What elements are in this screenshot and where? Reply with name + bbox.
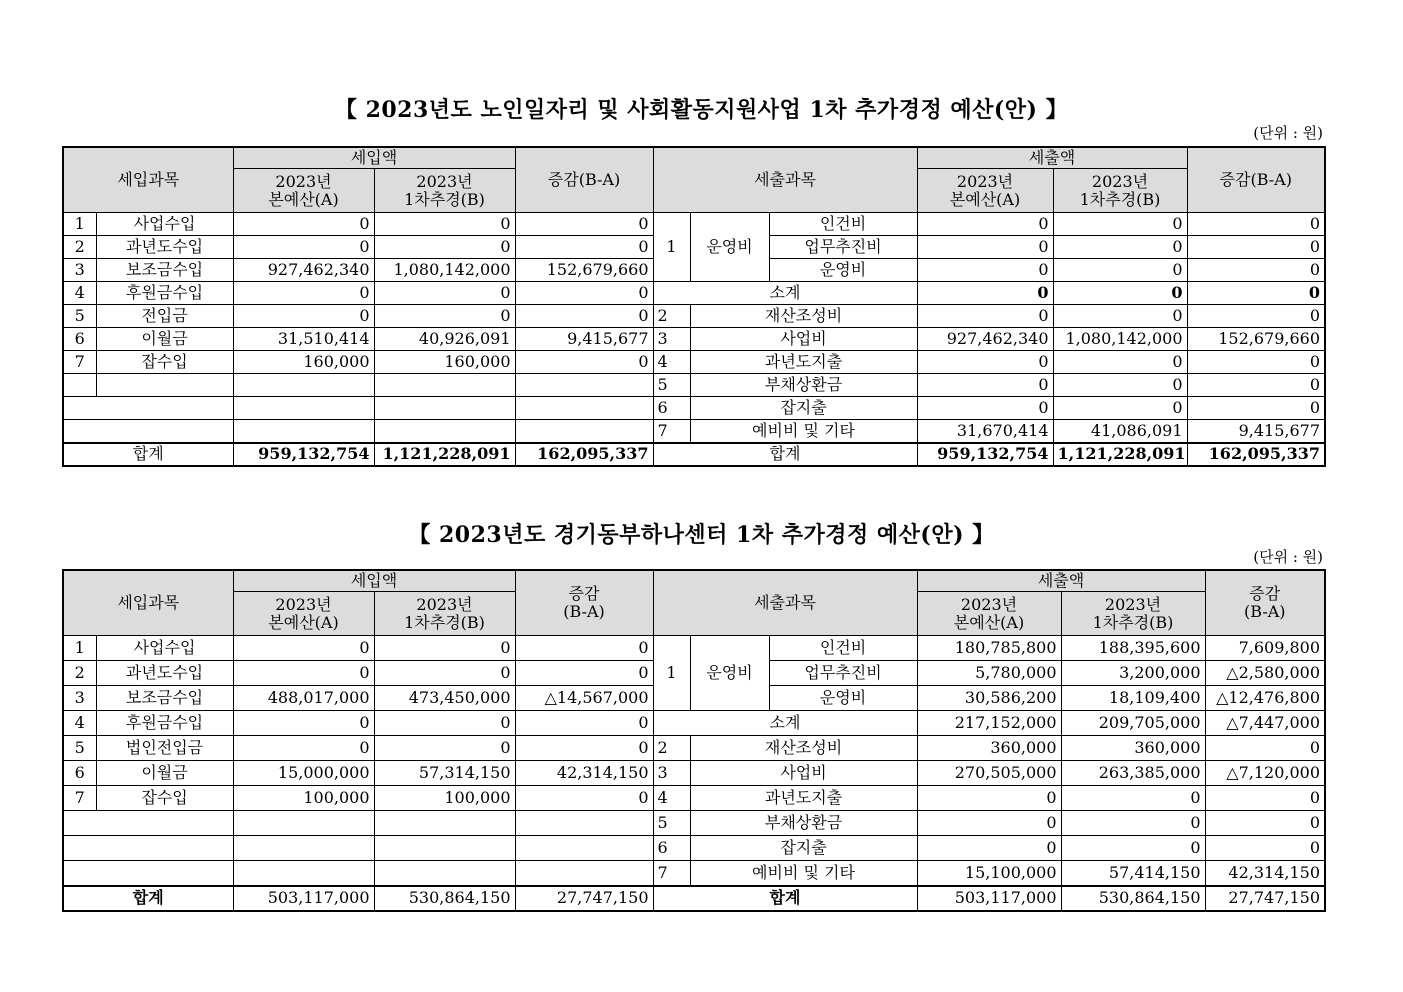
income-a: 0: [233, 636, 374, 661]
income-b: 0: [374, 236, 515, 259]
expense-b: 0: [1053, 397, 1187, 420]
expense-a: 30,586,200: [917, 686, 1061, 711]
total-b: 530,864,150: [374, 886, 515, 911]
expense-d: 0: [1205, 736, 1325, 761]
empty-cell: [233, 374, 374, 397]
income-name: 잡수입: [96, 786, 233, 811]
table-row: [63, 861, 1325, 886]
expense-a: 0: [917, 213, 1053, 236]
income-no: 4: [63, 711, 96, 736]
income-d: 0: [515, 786, 653, 811]
income-name: 보조금수입: [96, 259, 233, 282]
expense-group-name: 운영비: [690, 636, 769, 711]
table2-title: 【 2023년도 경기동부하나센터 1차 추가경정 예산(안) 】: [408, 522, 995, 548]
table-row: [63, 374, 1325, 397]
income-a: 160,000: [233, 351, 374, 374]
table-row: [63, 761, 1325, 786]
total-a: 959,132,754: [233, 443, 374, 466]
empty-cell: [515, 836, 653, 861]
table-row: [63, 786, 1325, 811]
income-a: 0: [233, 213, 374, 236]
income-b: 160,000: [374, 351, 515, 374]
income-b: 0: [374, 213, 515, 236]
expense-name: 과년도지출: [690, 786, 917, 811]
expense-a: 927,462,340: [917, 328, 1053, 351]
expense-name: 예비비 및 기타: [690, 420, 917, 443]
income-no: 6: [63, 761, 96, 786]
income-b: 1,080,142,000: [374, 259, 515, 282]
empty-cell: [96, 374, 233, 397]
expense-name: 잡지출: [690, 836, 917, 861]
expense-d: 7,609,800: [1205, 636, 1325, 661]
empty-cell: [515, 397, 653, 420]
budget-table-1: [62, 146, 1326, 467]
income-name: 사업수입: [96, 636, 233, 661]
income-a: 100,000: [233, 786, 374, 811]
empty-cell: [374, 836, 515, 861]
income-a: 31,510,414: [233, 328, 374, 351]
expense-group-no: 1: [653, 636, 690, 711]
income-name: 이월금: [96, 328, 233, 351]
income-name: 과년도수입: [96, 236, 233, 259]
expense-b: 3,200,000: [1061, 661, 1205, 686]
expense-a: 0: [917, 305, 1053, 328]
empty-cell: [374, 420, 515, 443]
subtotal-a: 217,152,000: [917, 711, 1061, 736]
income-a: 927,462,340: [233, 259, 374, 282]
expense-b: 0: [1053, 351, 1187, 374]
total-d: 162,095,337: [515, 443, 653, 466]
income-no: 3: [63, 686, 96, 711]
income-no: 6: [63, 328, 96, 351]
income-subject-header: 세입과목: [63, 147, 233, 213]
total-b: 1,121,228,091: [374, 443, 515, 466]
expense-a: 0: [917, 397, 1053, 420]
income-name: 전입금: [96, 305, 233, 328]
empty-cell: [515, 811, 653, 836]
expense-no: 2: [653, 305, 690, 328]
expense-a: 0: [917, 836, 1061, 861]
table2-unit: (단위 : 원): [1253, 548, 1323, 566]
income-amount-header: 세입액: [233, 147, 515, 169]
income-name: 보조금수입: [96, 686, 233, 711]
expense-sub-name: 인건비: [769, 636, 917, 661]
total-a-expense: 503,117,000: [917, 886, 1061, 911]
expense-b: 0: [1061, 786, 1205, 811]
empty-cell: [63, 374, 96, 397]
total-label-expense: 합계: [653, 443, 917, 466]
income-b: 473,450,000: [374, 686, 515, 711]
income-b: 0: [374, 661, 515, 686]
table-row: [63, 420, 1325, 443]
total-d-expense: 27,747,150: [1205, 886, 1325, 911]
income-no: 1: [63, 636, 96, 661]
expense-name: 과년도지출: [690, 351, 917, 374]
income-col-a-header: 2023년 본예산(A): [233, 169, 374, 213]
expense-sub-name: 업무추진비: [769, 661, 917, 686]
expense-b: 0: [1061, 811, 1205, 836]
expense-d: 0: [1205, 786, 1325, 811]
expense-no: 4: [653, 351, 690, 374]
income-diff-header: 증감 (B-A): [515, 570, 653, 636]
expense-subject-header: 세출과목: [653, 147, 917, 213]
expense-d: 42,314,150: [1205, 861, 1325, 886]
expense-name: 사업비: [690, 761, 917, 786]
expense-d: 0: [1187, 305, 1325, 328]
income-a: 0: [233, 736, 374, 761]
subtotal-b: 0: [1053, 282, 1187, 305]
income-a: 0: [233, 236, 374, 259]
expense-a: 5,780,000: [917, 661, 1061, 686]
expense-sub-name: 운영비: [769, 686, 917, 711]
expense-b: 1,080,142,000: [1053, 328, 1187, 351]
empty-cell: [233, 811, 374, 836]
empty-cell: [63, 811, 233, 836]
expense-name: 잡지출: [690, 397, 917, 420]
expense-a: 31,670,414: [917, 420, 1053, 443]
table-row: [63, 836, 1325, 861]
expense-diff-header: 증감(B-A): [1187, 147, 1325, 213]
subtotal-label: 소계: [653, 282, 917, 305]
expense-b: 188,395,600: [1061, 636, 1205, 661]
expense-no: 7: [653, 861, 690, 886]
income-no: 1: [63, 213, 96, 236]
expense-name: 부채상환금: [690, 811, 917, 836]
expense-group-no: 1: [653, 213, 690, 282]
expense-d: △7,120,000: [1205, 761, 1325, 786]
total-a: 503,117,000: [233, 886, 374, 911]
budget-table-2: [62, 569, 1326, 912]
expense-d: 9,415,677: [1187, 420, 1325, 443]
total-row: [63, 886, 1325, 911]
income-no: 3: [63, 259, 96, 282]
empty-cell: [515, 374, 653, 397]
subtotal-a: 0: [917, 282, 1053, 305]
income-a: 488,017,000: [233, 686, 374, 711]
expense-b: 263,385,000: [1061, 761, 1205, 786]
expense-a: 0: [917, 259, 1053, 282]
income-d: 152,679,660: [515, 259, 653, 282]
expense-name: 사업비: [690, 328, 917, 351]
expense-a: 270,505,000: [917, 761, 1061, 786]
expense-amount-header: 세출액: [917, 147, 1187, 169]
expense-name: 재산조성비: [690, 305, 917, 328]
income-b: 57,314,150: [374, 761, 515, 786]
empty-cell: [233, 420, 374, 443]
empty-cell: [233, 836, 374, 861]
expense-a: 0: [917, 786, 1061, 811]
income-b: 0: [374, 736, 515, 761]
income-d: △14,567,000: [515, 686, 653, 711]
expense-no: 5: [653, 374, 690, 397]
expense-group-name: 운영비: [690, 213, 769, 282]
income-no: 5: [63, 305, 96, 328]
table-row: [63, 351, 1325, 374]
expense-no: 4: [653, 786, 690, 811]
income-name: 잡수입: [96, 351, 233, 374]
income-no: 7: [63, 786, 96, 811]
empty-cell: [63, 861, 233, 886]
expense-d: 152,679,660: [1187, 328, 1325, 351]
income-d: 0: [515, 236, 653, 259]
income-no: 2: [63, 236, 96, 259]
expense-d: 0: [1187, 351, 1325, 374]
expense-diff-header: 증감 (B-A): [1205, 570, 1325, 636]
income-d: 0: [515, 351, 653, 374]
income-d: 0: [515, 305, 653, 328]
total-b-expense: 1,121,228,091: [1053, 443, 1187, 466]
income-d: 42,314,150: [515, 761, 653, 786]
expense-col-b-header: 2023년 1차추경(B): [1061, 592, 1205, 636]
income-no: 2: [63, 661, 96, 686]
expense-d: 0: [1187, 374, 1325, 397]
income-a: 0: [233, 711, 374, 736]
expense-col-b-header: 2023년 1차추경(B): [1053, 169, 1187, 213]
expense-no: 2: [653, 736, 690, 761]
table-row: [63, 636, 1325, 661]
income-a: 15,000,000: [233, 761, 374, 786]
expense-subject-header: 세출과목: [653, 570, 917, 636]
table-row: [63, 305, 1325, 328]
empty-cell: [233, 861, 374, 886]
total-label: 합계: [63, 443, 233, 466]
expense-a: 0: [917, 811, 1061, 836]
income-b: 40,926,091: [374, 328, 515, 351]
expense-b: 57,414,150: [1061, 861, 1205, 886]
income-b: 0: [374, 636, 515, 661]
expense-col-a-header: 2023년 본예산(A): [917, 169, 1053, 213]
empty-cell: [374, 861, 515, 886]
income-subject-header: 세입과목: [63, 570, 233, 636]
total-label: 합계: [63, 886, 233, 911]
total-b-expense: 530,864,150: [1061, 886, 1205, 911]
income-no: 5: [63, 736, 96, 761]
expense-col-a-header: 2023년 본예산(A): [917, 592, 1061, 636]
expense-d: 0: [1205, 811, 1325, 836]
expense-a: 0: [917, 374, 1053, 397]
empty-cell: [63, 836, 233, 861]
table1-unit: (단위 : 원): [1253, 124, 1323, 142]
income-diff-header: 증감(B-A): [515, 147, 653, 213]
expense-no: 6: [653, 397, 690, 420]
empty-cell: [233, 397, 374, 420]
table-row: [63, 397, 1325, 420]
income-a: 0: [233, 305, 374, 328]
total-label-expense: 합계: [653, 886, 917, 911]
table1-title: 【 2023년도 노인일자리 및 사회활동지원사업 1차 추가경정 예산(안) 】: [334, 97, 1069, 123]
expense-a: 180,785,800: [917, 636, 1061, 661]
total-d: 27,747,150: [515, 886, 653, 911]
empty-cell: [374, 811, 515, 836]
expense-b: 0: [1053, 259, 1187, 282]
expense-a: 0: [917, 236, 1053, 259]
expense-no: 5: [653, 811, 690, 836]
empty-cell: [515, 420, 653, 443]
subtotal-b: 209,705,000: [1061, 711, 1205, 736]
income-b: 100,000: [374, 786, 515, 811]
expense-d: 0: [1187, 259, 1325, 282]
income-d: 0: [515, 711, 653, 736]
total-a-expense: 959,132,754: [917, 443, 1053, 466]
income-b: 0: [374, 305, 515, 328]
empty-cell: [374, 397, 515, 420]
expense-d: 0: [1187, 397, 1325, 420]
expense-no: 3: [653, 761, 690, 786]
income-d: 0: [515, 282, 653, 305]
income-name: 법인전입금: [96, 736, 233, 761]
expense-a: 15,100,000: [917, 861, 1061, 886]
expense-name: 재산조성비: [690, 736, 917, 761]
subtotal-label: 소계: [653, 711, 917, 736]
income-d: 0: [515, 636, 653, 661]
expense-b: 0: [1061, 836, 1205, 861]
income-no: 4: [63, 282, 96, 305]
expense-b: 0: [1053, 374, 1187, 397]
empty-cell: [374, 374, 515, 397]
income-col-a-header: 2023년 본예산(A): [233, 592, 374, 636]
expense-name: 부채상환금: [690, 374, 917, 397]
income-col-b-header: 2023년 1차추경(B): [374, 592, 515, 636]
table-row: [63, 711, 1325, 736]
expense-no: 6: [653, 836, 690, 861]
income-name: 이월금: [96, 761, 233, 786]
table-row: [63, 328, 1325, 351]
expense-a: 360,000: [917, 736, 1061, 761]
expense-d: 0: [1205, 836, 1325, 861]
total-d-expense: 162,095,337: [1187, 443, 1325, 466]
empty-cell: [63, 397, 233, 420]
expense-d: △2,580,000: [1205, 661, 1325, 686]
income-name: 과년도수입: [96, 661, 233, 686]
income-a: 0: [233, 282, 374, 305]
expense-b: 0: [1053, 213, 1187, 236]
expense-sub-name: 업무추진비: [769, 236, 917, 259]
table-row: [63, 213, 1325, 236]
expense-b: 41,086,091: [1053, 420, 1187, 443]
empty-cell: [63, 420, 233, 443]
expense-no: 3: [653, 328, 690, 351]
empty-cell: [515, 861, 653, 886]
expense-b: 18,109,400: [1061, 686, 1205, 711]
expense-b: 360,000: [1061, 736, 1205, 761]
table-row: [63, 736, 1325, 761]
expense-amount-header: 세출액: [917, 570, 1205, 592]
income-d: 0: [515, 736, 653, 761]
income-name: 후원금수입: [96, 282, 233, 305]
expense-d: 0: [1187, 236, 1325, 259]
expense-b: 0: [1053, 305, 1187, 328]
expense-b: 0: [1053, 236, 1187, 259]
table-row: [63, 811, 1325, 836]
income-d: 0: [515, 661, 653, 686]
income-name: 후원금수입: [96, 711, 233, 736]
subtotal-d: △7,447,000: [1205, 711, 1325, 736]
table-row: [63, 282, 1325, 305]
income-a: 0: [233, 661, 374, 686]
income-b: 0: [374, 711, 515, 736]
income-no: 7: [63, 351, 96, 374]
subtotal-d: 0: [1187, 282, 1325, 305]
income-b: 0: [374, 282, 515, 305]
income-col-b-header: 2023년 1차추경(B): [374, 169, 515, 213]
expense-sub-name: 인건비: [769, 213, 917, 236]
expense-d: 0: [1187, 213, 1325, 236]
income-name: 사업수입: [96, 213, 233, 236]
total-row: [63, 443, 1325, 466]
expense-d: △12,476,800: [1205, 686, 1325, 711]
expense-sub-name: 운영비: [769, 259, 917, 282]
income-amount-header: 세입액: [233, 570, 515, 592]
expense-a: 0: [917, 351, 1053, 374]
income-d: 0: [515, 213, 653, 236]
income-d: 9,415,677: [515, 328, 653, 351]
expense-name: 예비비 및 기타: [690, 861, 917, 886]
expense-no: 7: [653, 420, 690, 443]
